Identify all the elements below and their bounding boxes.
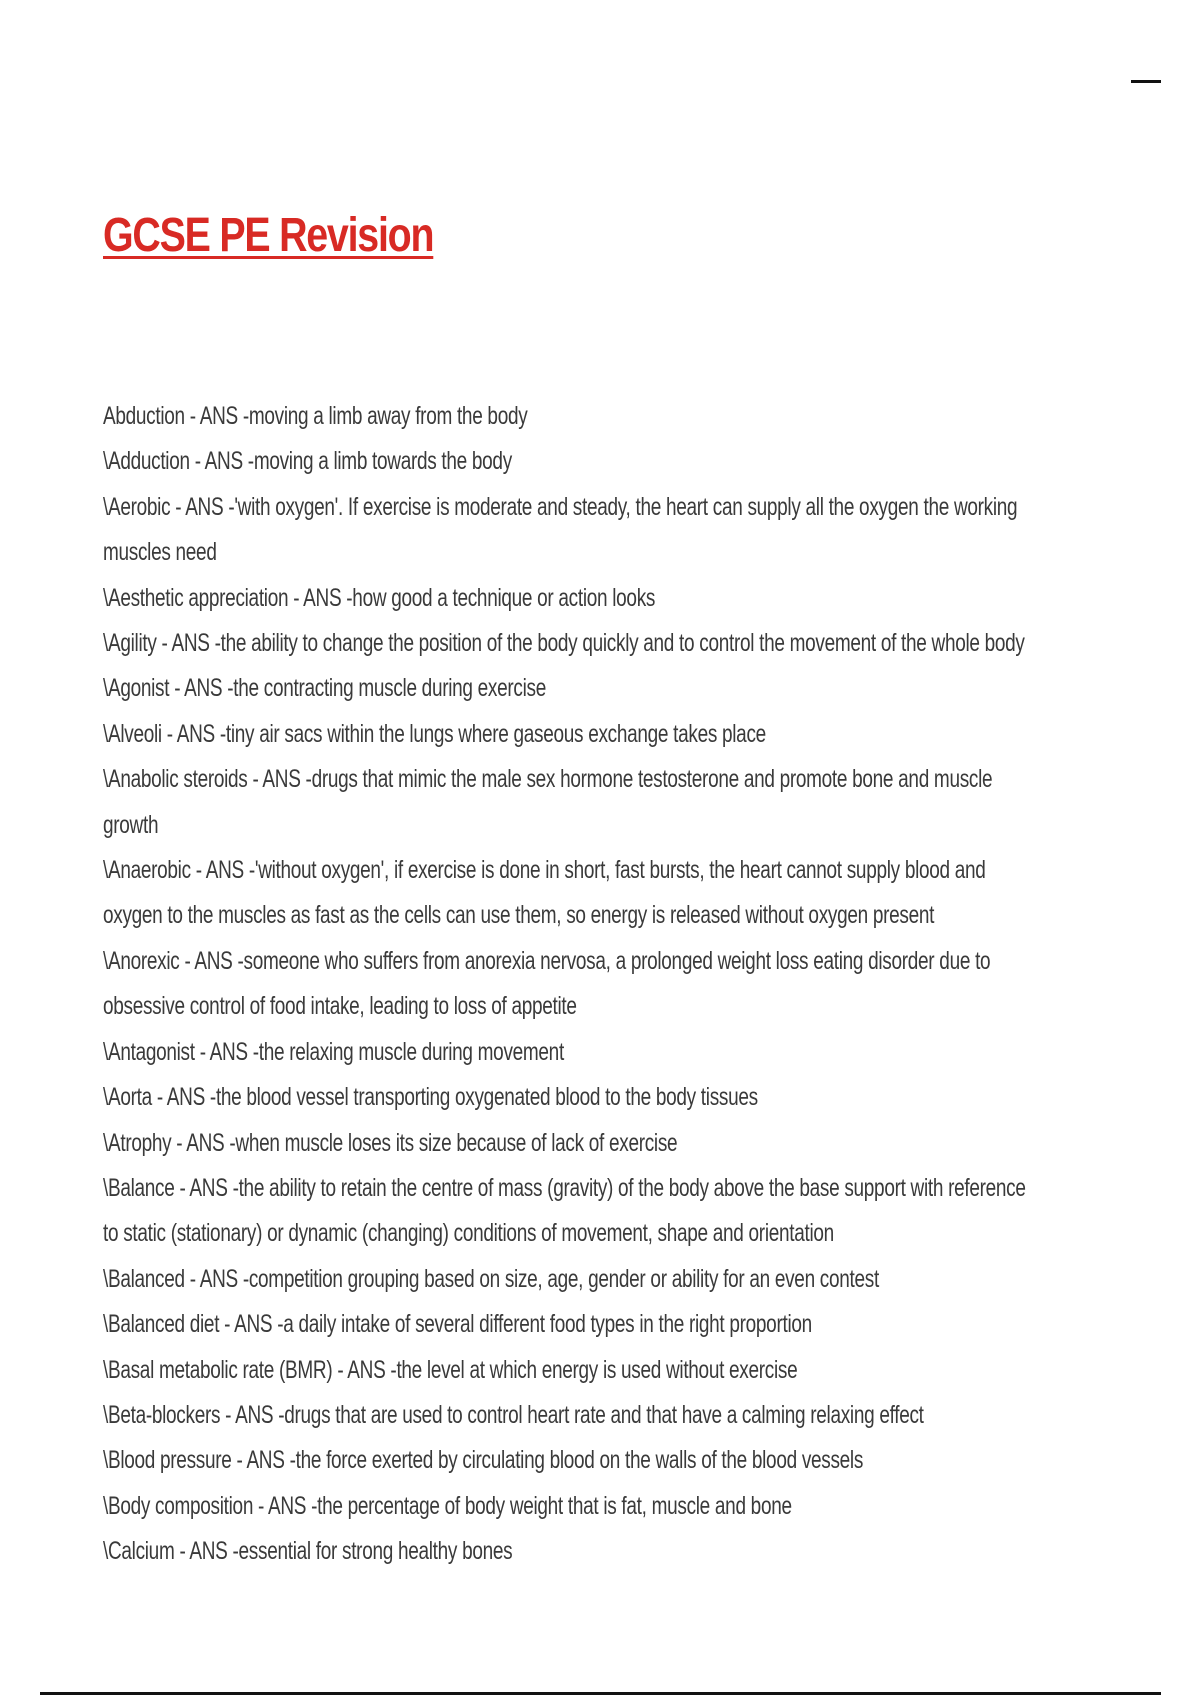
glossary-entry: \Blood pressure - ANS -the force exerted by circulating blood on the walls of the blood vessels: [103, 1446, 864, 1475]
glossary-entry: \Balance - ANS -the ability to retain the centre of mass (gravity) of the body above the base support with reference to static (stationary) or dynamic (changing) conditions of movement, shape and orientation: [103, 1173, 1026, 1248]
glossary-entry: \Balanced diet - ANS -a daily intake of several different food types in the right proportion: [103, 1310, 812, 1339]
glossary-entry: \Anabolic steroids - ANS -drugs that mimic the male sex hormone testosterone and promote bone and muscle growth: [103, 765, 993, 839]
glossary-entry: \Agonist - ANS -the contracting muscle during exercise: [103, 674, 546, 703]
page-title: GCSE PE Revision: [103, 209, 434, 262]
glossary-entry: \Body composition - ANS -the percentage of body weight that is fat, muscle and bone: [103, 1491, 792, 1520]
glossary-entry: \Aorta - ANS -the blood vessel transporting oxygenated blood to the body tissues: [103, 1083, 758, 1112]
bottom-page-rule: [40, 1692, 1161, 1695]
glossary-entry: \Adduction - ANS -moving a limb towards the body: [103, 447, 512, 476]
glossary-entry: \Anorexic - ANS -someone who suffers from anorexia nervosa, a prolonged weight loss eating disorder due to obsessive control of food intake, leading to loss of appetite: [103, 946, 991, 1021]
glossary-entry: \Anaerobic - ANS -'without oxygen', if exercise is done in short, fast bursts, the heart cannot supply blood and oxygen to the muscles as fast as the cells can use them, so energy is released without oxygen present: [103, 856, 986, 930]
glossary-entry: \Calcium - ANS -essential for strong healthy bones: [103, 1537, 513, 1566]
glossary-entry: \Aerobic - ANS -'with oxygen'. If exercise is moderate and steady, the heart can supply all the oxygen the working muscles need: [103, 492, 1018, 567]
glossary-entry: \Alveoli - ANS -tiny air sacs within the lungs where gaseous exchange takes place: [103, 719, 766, 748]
glossary-entry: \Agility - ANS -the ability to change the position of the body quickly and to control the movement of the whole body: [103, 629, 1025, 658]
glossary-list: [103, 394, 1030, 1575]
glossary-entry: \Balanced - ANS -competition grouping based on size, age, gender or ability for an even contest: [103, 1264, 879, 1293]
glossary-entry: \Atrophy - ANS -when muscle loses its size because of lack of exercise: [103, 1128, 678, 1157]
glossary-entry: Abduction - ANS -moving a limb away from the body: [103, 402, 528, 430]
glossary-entry: \Basal metabolic rate (BMR) - ANS -the level at which energy is used without exercise: [103, 1355, 798, 1384]
glossary-entry: \Aesthetic appreciation - ANS -how good a technique or action looks: [103, 583, 656, 612]
glossary-entry: \Beta-blockers - ANS -drugs that are used to control heart rate and that have a calming relaxing effect: [103, 1400, 924, 1429]
top-page-mark: [1131, 80, 1161, 83]
glossary-entry: \Antagonist - ANS -the relaxing muscle during movement: [103, 1037, 564, 1066]
